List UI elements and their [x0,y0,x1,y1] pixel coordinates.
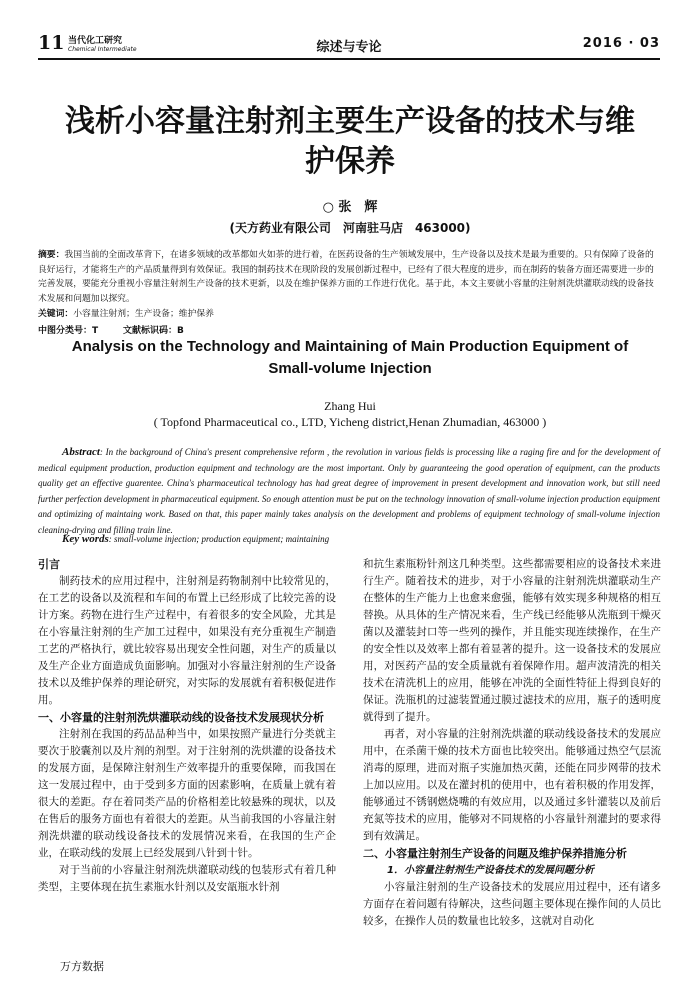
section-title: 综述与专论 [316,40,382,55]
doc-code-label: 文献标识码： [123,326,178,336]
author-en: Zhang Hui [324,399,376,413]
section1-heading: 一、小容量的注射剂洗烘灌联动线的设备技术发展现状分析 [38,711,324,724]
clc-value: T [92,326,99,336]
section1-paragraph-3: 再者，对小容量的注射剂洗烘灌的联动线设备技术的发展应用中，在杀菌干燥的技术方面也比较突出。能够通过热空气层流消毒的原理，进而对瓶子实施加热灭菌，还能在同步网带的技术上加以应用。以及在灌封机的使用中，也有着积极的作用发挥，能够通过不锈钢燃烧嘴的有效应用，以及通过多针灌装以及前后充氮等技术的应用，能够对不同规格的小容量针剂灌封的要求得到有效满足。 [363,728,661,842]
intro-paragraph: 制药技术的应用过程中，注射剂是药物制剂中比较常见的，在工艺的设备以及流程和车间的布置上已经形成了比较完善的设计方案。药物在进行生产过程中，有着很多的安全风险，尤其是在小容量注射剂的生产加工过程中，如果没有充分重视生产制造工艺的严格执行，就比较容易出现安全性问题，对生产的质量以及生产企业方面造成负面影响。加强对小容量注射剂的生产设备技术以及维护保养的理论研究，对实际的发展就有着积极促进作用。 [38,575,336,706]
section1-paragraph-2-cont: 和抗生素瓶粉针剂这几种类型。这些都需要相应的设备技术来进行生产。随着技术的进步，对于小容量的注射剂洗烘灌联动生产在整体的生产能力上也愈来愈强，能够有效实现多种规格的相互替换。从具体的生产情况来看，生产线已经能够从洗瓶到干燥灭菌以及灌装封口等一些列的操作，并且能实现连续操作，在生产的安全性以及效率上都有着显著的提升。这一设备技术的发展应用，对医药产品的安全质量就有着保障作用。超声波清洗的相关技术在清洗机上的应用，能够在冲洗的全面性特征上得到良好的保证。洗瓶机的过滤装置通过膜过滤技术的应用，瓶子的透明度就得到了提升。 [363,558,661,723]
abstract-cn [38,248,660,322]
keywords-cn-label: 关键词： [38,308,74,319]
journal-name: 当代化工研究 [68,36,123,46]
abstract-cn-text: 我国当前的全面改革背下，在诸多领域的改革都如火如荼的进行着，在医药设备的生产领域发展中，生产设备以及技术是最为重要的。只有保障了设备的良好运行，才能将生产的产品质量得到有效保证。我国的制药技术在现阶段的发展创新过程中，已经有了很大程度的进步，而在制药的装备方面还需要进一步的完善发展，要能充分重视小容量注射剂生产设备的技术更新，以及在维护保养方面的工作进行优化。基于此，本文主要就小容量的注射剂洗烘灌联动线的设备技术发展和问题加以探究。 [38,250,654,305]
keywords-cn-text: 小容量注射剂；生产设备；维护保养 [73,308,214,319]
section1-paragraph-2-start: 对于当前的小容量注射剂洗烘灌联动线的包装形式有着几种类型，主要体现在抗生素瓶水针剂以及安瓿瓶水针剂 [38,864,336,893]
body-column-left [38,556,336,896]
keywords-en-text: : small-volume injection; production equipment; maintaining [108,534,330,544]
page-number: 11 [38,32,65,54]
section2-subheading: 1．小容量注射剂生产设备技术的发展问题分析 [387,865,594,876]
footer-watermark: 万方数据 [60,960,104,973]
classification-line [38,323,206,336]
abstract-cn-label: 摘要： [38,250,65,260]
abstract-en [38,445,660,538]
affiliation-en: ( Topfond Pharmaceutical co., LTD, Yicheng district,Henan Zhumadian, 463000 ) [153,415,547,429]
body-column-right [363,556,661,930]
affiliation-cn: (天方药业有限公司 河南驻马店 463000) [229,221,471,235]
journal-name-en: Chemical Intermediate [68,46,137,53]
doc-code-value: B [177,326,184,336]
section2-heading: 二、小容量注射剂生产设备的问题及维护保养措施分析 [363,847,627,860]
intro-heading: 引言 [38,558,60,571]
section1-paragraph-1: 注射剂在我国的药品品种当中，如果按照产量进行分类就主要次于胶囊剂以及片剂的剂型。对于注射剂的洗烘灌的设备技术的发展方面，是保障注射剂生产效率提升的重要保障，而我国在这一发展过程中，由于受到多方面的因素影响，在质量上就有着很大的差距。存在着同类产品的价格相差比较悬殊的现状，以及在售后的服务方面也有着很大的差距。从当前我国的小容量注射剂洗烘灌的联动线设备技术的发展情况来看，在我国的生产企业，在联动线的发展上已经发展到八针到十针。 [38,728,336,859]
header-rule [38,58,660,60]
abstract-en-label: Abstract [62,446,100,458]
keywords-en [62,533,329,545]
section2-paragraph-1: 小容量注射剂的生产设备技术的发展应用过程中，还有诸多方面存在着问题有待解决，这些问题主要体现在操作间的人员比较多，在操作人员的数量也比较多，这就对自动化 [363,881,661,927]
clc-label: 中图分类号： [38,326,93,336]
keywords-en-label: Key words [62,533,109,545]
paper-title-cn: 浅析小容量注射剂主要生产设备的技术与维护保养 [65,104,635,179]
paper-title-en: Analysis on the Technology and Maintaining of Main Production Equipment of Small-volume Injection [71,338,629,377]
page-header [38,32,660,58]
abstract-en-text: : In the background of China's present comprehensive reform , the revolution in various fields is processing like a raging fire and for the development of medical equipment production, production equipment and technology are the most important. Only by guaranteeing the good operation of equipment, can the products quality get an effective guarentee. China's pharmaceutical technology has had great degree of improvement in present development and innovation work, but still need further perfection development in pharmaceutical equipment. So enough attention must be put on the technology innovation of small-volume injection production equipment and optimizing of maintaing work. Based on that, this paper mainly takes analysis on the development and problems of equipment technology of small-volume injection cleaning-drying and filling train line. [38,447,660,535]
author-cn: ○ 张 辉 [322,200,378,215]
issue-number: 2016 · 03 [582,36,660,51]
